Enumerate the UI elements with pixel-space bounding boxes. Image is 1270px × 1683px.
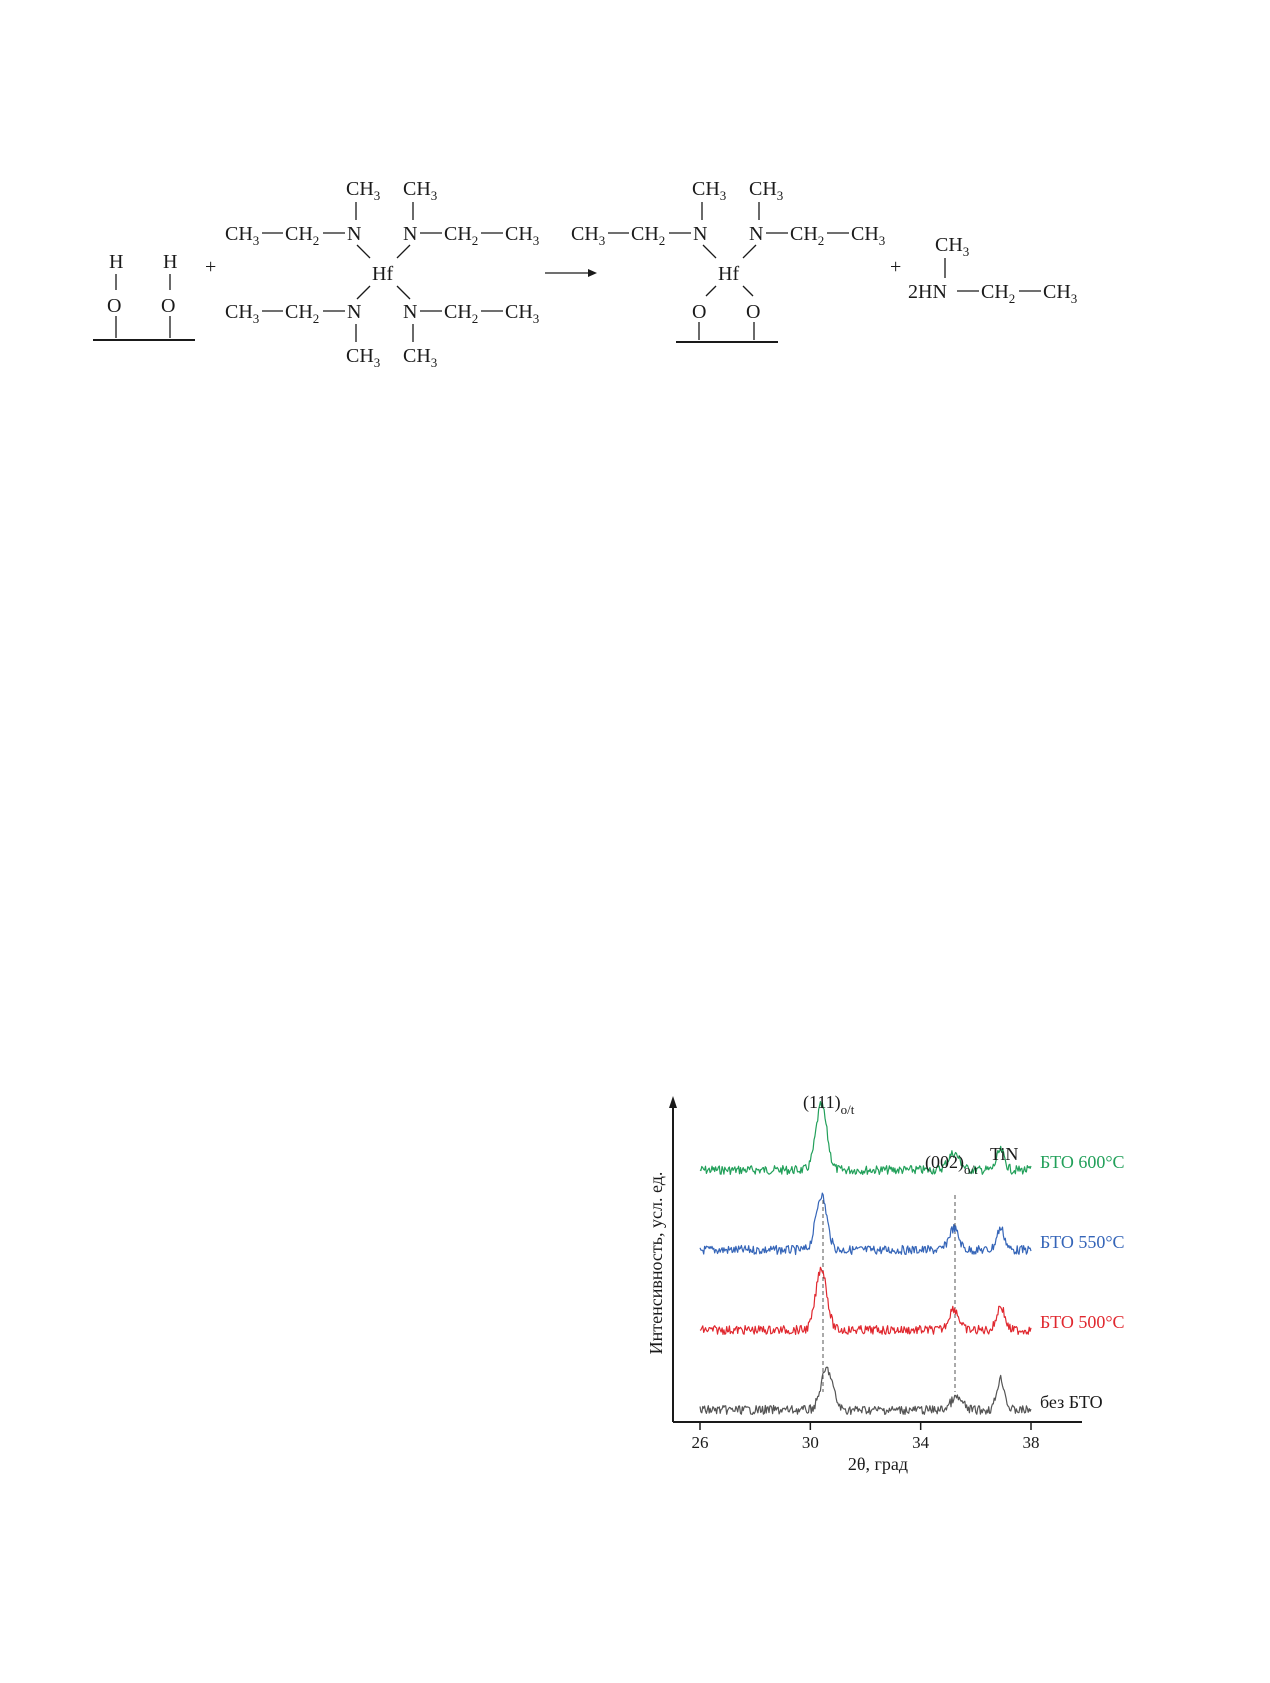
series-line-3 (700, 1367, 1031, 1414)
x-tick-label-38: 38 (1022, 1433, 1040, 1452)
precursor-ch3-bottom-right: $CH_3$ (403, 345, 438, 370)
product-left-chain: $CH_3$ (571, 223, 606, 248)
surface-o-left: O (107, 295, 122, 317)
precursor-hf: Hf (372, 263, 394, 285)
svg-text:CH3: $CH_3$ (1043, 281, 1078, 306)
series-line-0 (700, 1102, 1031, 1175)
svg-text:CH3: $CH_3$ (505, 301, 540, 326)
series-line-2 (700, 1267, 1031, 1334)
svg-text:CH2: $CH_2$ (981, 281, 1016, 306)
series-line-1 (700, 1193, 1031, 1254)
annotation-tin: TiN (990, 1144, 1019, 1164)
byproduct-ch3: $CH_3$ (935, 234, 970, 259)
x-tick-label-30: 30 (801, 1433, 819, 1452)
precursor-ch3-top-right: $CH_3$ (403, 178, 438, 203)
product-hf: Hf (718, 263, 740, 285)
svg-text:CH2: $CH_2$ (285, 301, 320, 326)
series-label-0: БТО 600°C (1040, 1152, 1125, 1172)
annotation-111: $(111)_{o/t}$ (803, 1092, 855, 1117)
precursor-lower-left-chain: $CH_3$ (225, 301, 260, 326)
svg-text:CH3: $CH_3$ (505, 223, 540, 248)
precursor-n-upper-left: N (347, 223, 362, 245)
surface-h-right: H (163, 251, 178, 273)
precursor-ch3-top-left: $CH_3$ (346, 178, 381, 203)
byproduct-coef: 2HN (908, 281, 947, 303)
plus-sign-1: + (205, 256, 217, 278)
surface-h-left: H (109, 251, 124, 273)
product-n-left: N (693, 223, 708, 245)
surface-o-right: O (161, 295, 176, 317)
svg-text:CH2: $CH_2$ (444, 301, 479, 326)
svg-text:CH2: $CH_2$ (631, 223, 666, 248)
product-o-right: O (746, 301, 761, 323)
x-axis-label: 2θ, град (847, 1454, 909, 1474)
svg-text:CH2: $CH_2$ (444, 223, 479, 248)
precursor-n-lower-right: N (403, 301, 418, 323)
precursor-n-lower-left: N (347, 301, 362, 323)
product-n-right: N (749, 223, 764, 245)
annotation-002: $(002)_{o/t}$ (925, 1152, 978, 1177)
product-ch3-top-left: $CH_3$ (692, 178, 727, 203)
svg-text:CH3: $CH_3$ (851, 223, 886, 248)
precursor-upper-left-chain: $CH_3$ (225, 223, 260, 248)
product-ch3-top-right: $CH_3$ (749, 178, 784, 203)
series-label-3: без БТО (1040, 1392, 1103, 1412)
plus-sign-2: + (890, 256, 902, 278)
series-label-2: БТО 500°C (1040, 1312, 1125, 1332)
precursor-n-upper-right: N (403, 223, 418, 245)
svg-text:CH2: $CH_2$ (790, 223, 825, 248)
x-tick-label-34: 34 (912, 1433, 930, 1452)
svg-text:CH2: $CH_2$ (285, 223, 320, 248)
y-axis-label: Интенсивность, усл. ед. (646, 1171, 666, 1355)
x-tick-label-26: 26 (691, 1433, 709, 1452)
precursor-ch3-bottom-left: $CH_3$ (346, 345, 381, 370)
series-label-1: БТО 550°C (1040, 1232, 1125, 1252)
product-o-left: O (692, 301, 707, 323)
